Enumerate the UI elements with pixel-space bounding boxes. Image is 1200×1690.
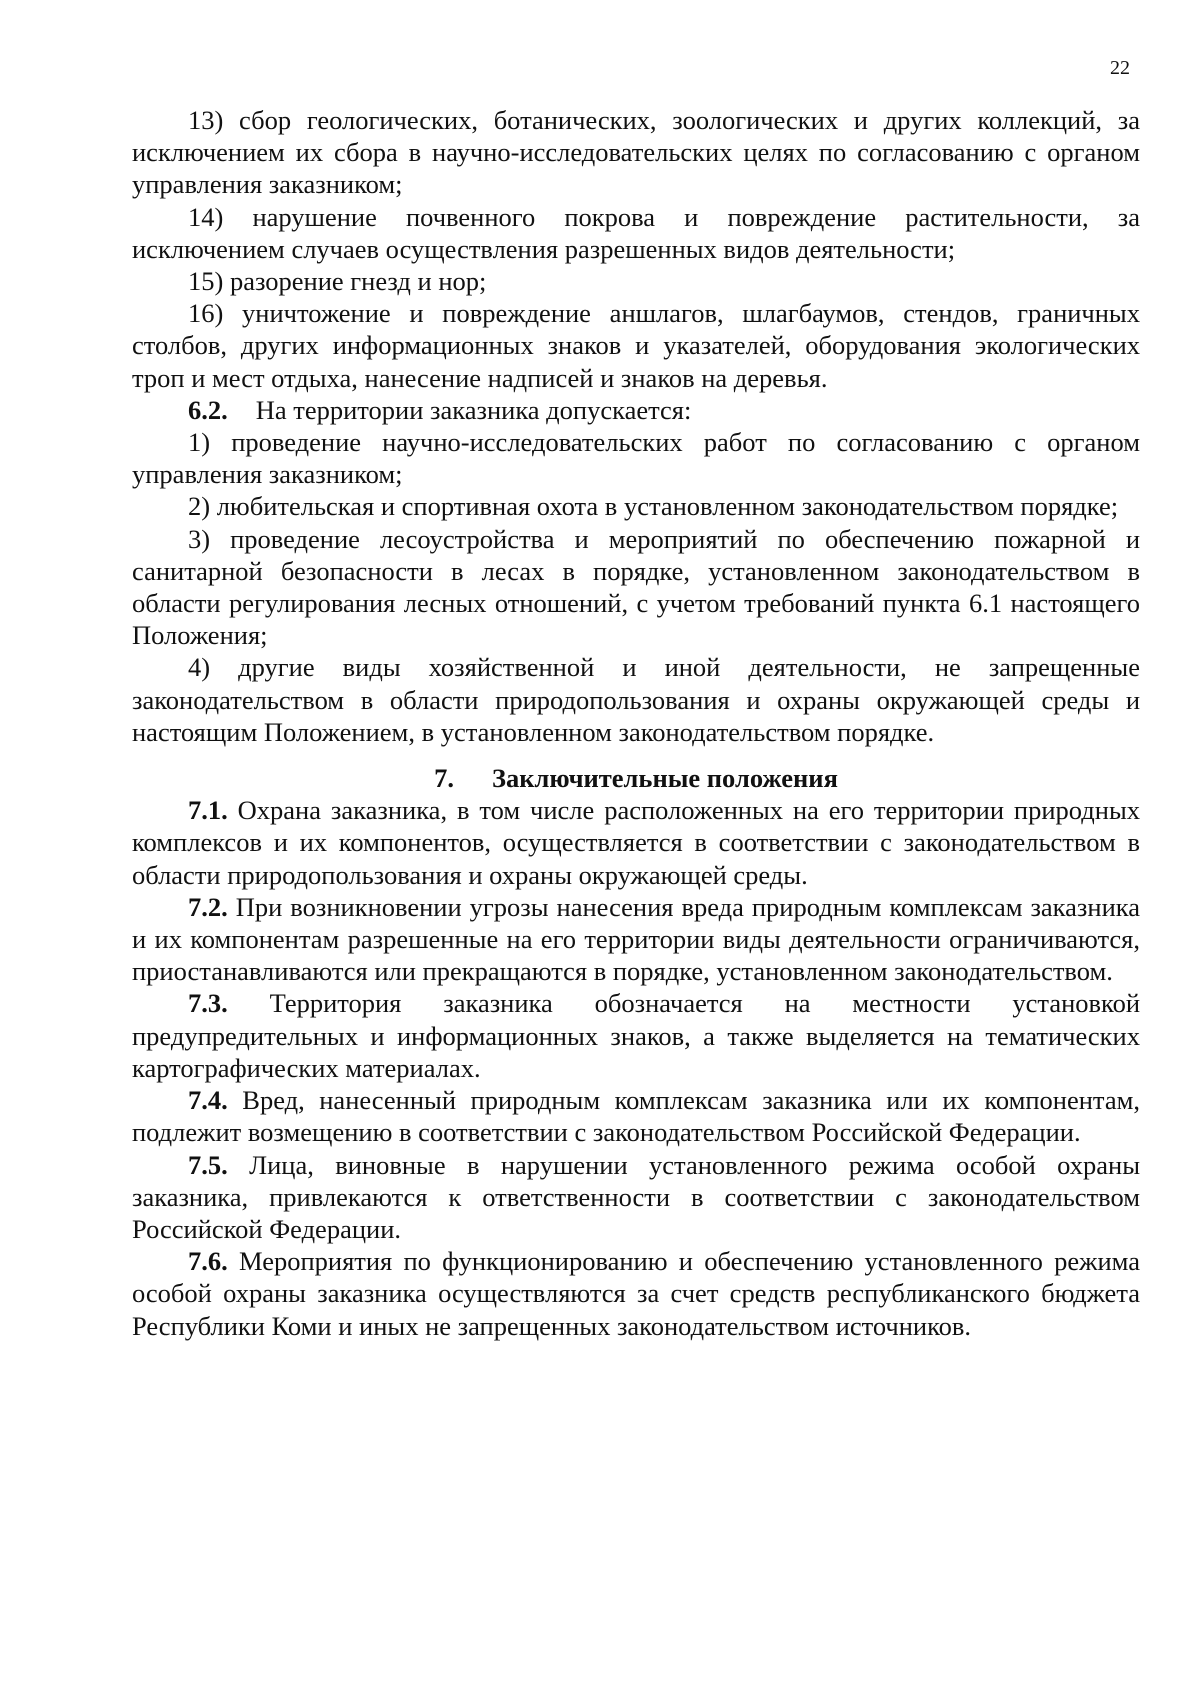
section-7-title: Заключительные положения [491,763,838,794]
clause-7-1-number: 7.1. [188,795,228,826]
list-item-13: 13) сбор геологических, ботанических, зоологических и других коллекций, за исключением их сбора в научно-исследовательских целях по согласованию с органом управления заказником; [132,105,1140,200]
clause-6-2-text: На территории заказника допускается: [255,394,692,425]
clause-7-2-text: При возникновении угрозы нанесения вреда природным комплексам заказника и их компонентам разрешенные на его территории виды деятельности ограничиваются, приостанавливаются или прекращаются в порядке, установленном законодательством. [132,891,1140,987]
clause-7-5-text: Лица, виновные в нарушении установленного режима особой охраны заказника, привлекаются к ответственности в соответствии с законодательством Российской Федерации. [132,1149,1140,1244]
list-item-14: 14) нарушение почвенного покрова и повреждение растительности, за исключением случаев осуществления разрешенных видов деятельности; [132,201,1140,264]
clause-6-2-item-1: 1) проведение научно-исследовательских работ по согласованию с органом управления заказником; [132,427,1140,490]
clause-6-2-item-3: 3) проведение лесоустройства и мероприятий по обеспечению пожарной и санитарной безопасности в лесах в порядке, установленном законодательством в области регулирования лесных отношений, с учетом требований пункта 6.1 настоящего Положения; [132,523,1140,651]
clause-7-3 [132,987,1140,1084]
clause-7-6-number: 7.6. [188,1246,228,1277]
clause-7-4-text: Вред, нанесенный природным комплексам заказника или их компонентам, подлежит возмещению в соответствии с законодательством Российской Федерации. [132,1085,1140,1148]
clause-6-2-item-4: 4) другие виды хозяйственной и иной деятельности, не запрещенные законодательством в области природопользования и охраны окружающей среды и настоящим Положением, в установленном законодательством порядке. [132,652,1140,747]
clause-6-2-item-2: 2) любительская и спортивная охота в установленном законодательством порядке; [188,491,1119,522]
clause-6-2 [132,394,1140,426]
clause-7-1 [132,794,1140,891]
clause-6-2-number: 6.2. [188,394,228,425]
clause-7-6-text: Мероприятия по функционированию и обеспечению установленного режима особой охраны заказника осуществляются за счет средств республиканского бюджета Республики Коми и иных не запрещенных законодательством источников. [132,1246,1140,1341]
document-body [132,104,1140,1342]
clause-7-5-number: 7.5. [188,1149,228,1180]
clause-7-6 [132,1245,1140,1342]
section-7-heading [132,762,1140,794]
list-item-15: 15) разорение гнезд и нор; [188,266,487,297]
clause-7-5 [132,1149,1140,1246]
clause-7-4-number: 7.4. [188,1085,228,1116]
clause-7-3-text: Территория заказника обозначается на местности установкой предупредительных и информационных знаков, а также выделяется на тематических картографических материалах. [132,988,1141,1083]
clause-7-2 [132,891,1140,988]
clause-7-1-text: Охрана заказника, в том числе расположенных на его территории природных комплексов и их компонентов, осуществляется в соответствии с законодательством в области природопользования и охраны окружающей среды. [132,795,1140,890]
clause-7-4 [132,1084,1140,1148]
clause-7-2-number: 7.2. [188,891,228,922]
list-item-16: 16) уничтожение и повреждение аншлагов, шлагбаумов, стендов, граничных столбов, других информационных знаков и указателей, оборудования экологических троп и мест отдыха, нанесение надписей и знаков на деревья. [132,298,1140,393]
section-7-number: 7. [434,763,454,794]
clause-7-3-number: 7.3. [188,988,228,1019]
page-number: 22 [1110,57,1130,79]
